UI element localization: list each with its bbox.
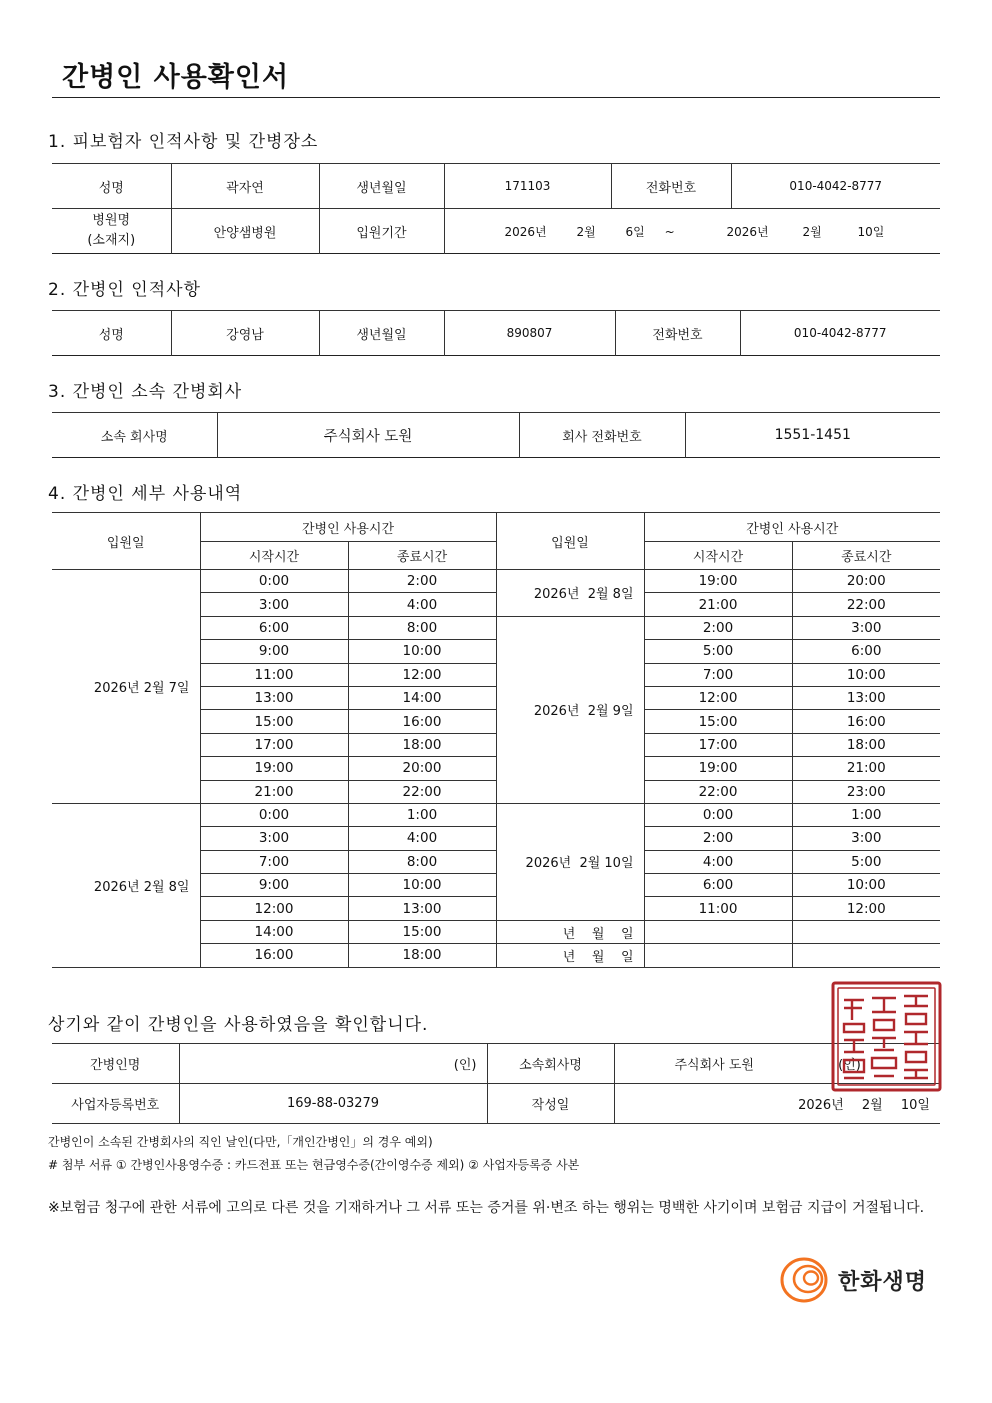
caregiver-birth: 890807 — [444, 311, 615, 356]
right-start-time: 2:00 — [644, 616, 792, 639]
right-start-time: 19:00 — [644, 757, 792, 780]
left-start-time: 12:00 — [200, 897, 348, 920]
period-start-day: 6일 — [625, 224, 645, 239]
header-usage-time: 간병인 사용시간 — [200, 513, 496, 542]
caregiver-birth-label: 생년월일 — [319, 311, 444, 356]
left-start-time: 19:00 — [200, 757, 348, 780]
period-end-day: 10일 — [857, 224, 885, 239]
hospital-name: 안양샘병원 — [171, 209, 319, 254]
left-start-time: 13:00 — [200, 686, 348, 709]
right-end-time: 13:00 — [792, 686, 940, 709]
right-start-time: 0:00 — [644, 803, 792, 826]
hospital-label — [52, 209, 171, 254]
left-end-time: 14:00 — [348, 686, 496, 709]
left-end-time: 18:00 — [348, 733, 496, 756]
right-start-time: 19:00 — [644, 570, 792, 593]
right-admission-date: 년 월 일 — [496, 920, 644, 943]
left-end-time: 22:00 — [348, 780, 496, 803]
left-start-time: 9:00 — [200, 640, 348, 663]
left-end-time: 1:00 — [348, 803, 496, 826]
header-admission-date: 입원일 — [52, 513, 200, 570]
right-start-time: 4:00 — [644, 850, 792, 873]
left-admission-date: 2026년 2월 8일 — [52, 803, 200, 967]
company-phone: 1551-1451 — [685, 413, 940, 458]
right-admission-date: 2026년 2월 10일 — [496, 803, 644, 920]
left-end-time: 16:00 — [348, 710, 496, 733]
right-start-time: 15:00 — [644, 710, 792, 733]
company-name: 주식회사 도원 — [217, 413, 519, 458]
left-end-time: 10:00 — [348, 874, 496, 897]
admission-period — [444, 209, 940, 254]
right-start-time: 7:00 — [644, 663, 792, 686]
hospital-label-main: 병원명 — [92, 213, 131, 228]
left-end-time: 8:00 — [348, 850, 496, 873]
caregiver-name-label: 성명 — [52, 311, 171, 356]
date-label: 작성일 — [487, 1084, 614, 1124]
company-seal-mark: (인) — [838, 1058, 861, 1073]
period-start-month: 2월 — [576, 224, 596, 239]
write-date-year: 2026년 — [798, 1098, 844, 1113]
left-start-time: 3:00 — [200, 827, 348, 850]
right-end-time: 3:00 — [792, 827, 940, 850]
left-end-time: 2:00 — [348, 570, 496, 593]
left-end-time: 13:00 — [348, 897, 496, 920]
insured-phone-label: 전화번호 — [611, 164, 731, 209]
caregiver-seal-mark: (인) — [179, 1044, 487, 1084]
caregiver-name-sign-label: 간병인명 — [52, 1044, 179, 1084]
note-seal: 간병인이 소속된 간병회사의 직인 날인(다만,「개인간병인」의 경우 예외) — [48, 1135, 433, 1149]
right-start-time: 6:00 — [644, 874, 792, 897]
write-date-day: 10일 — [900, 1098, 930, 1113]
left-start-time: 16:00 — [200, 944, 348, 967]
company-name-label: 소속 회사명 — [52, 413, 217, 458]
hanwha-logo-icon — [778, 1255, 834, 1305]
company-table — [52, 412, 940, 458]
right-end-time: 20:00 — [792, 570, 940, 593]
left-start-time: 7:00 — [200, 850, 348, 873]
insured-table — [52, 163, 940, 254]
right-end-time — [792, 920, 940, 943]
right-end-time — [792, 944, 940, 967]
section-1-heading: 1. 피보험자 인적사항 및 간병장소 — [48, 132, 319, 152]
right-end-time: 3:00 — [792, 616, 940, 639]
period-tilde: ~ — [664, 224, 675, 239]
left-end-time: 4:00 — [348, 593, 496, 616]
right-end-time: 10:00 — [792, 663, 940, 686]
caregiver-phone: 010-4042-8777 — [740, 311, 940, 356]
left-start-time: 15:00 — [200, 710, 348, 733]
right-end-time: 18:00 — [792, 733, 940, 756]
insured-birth-label: 생년월일 — [319, 164, 444, 209]
fraud-warning: ※보험금 청구에 관한 서류에 고의로 다른 것을 기재하거나 그 서류 또는 증거를 위·변조 하는 행위는 명백한 사기이며 보험금 지급이 거절됩니다. — [48, 1200, 925, 1216]
period-end-year: 2026년 — [726, 224, 769, 239]
left-start-time: 11:00 — [200, 663, 348, 686]
bizno-label: 사업자등록번호 — [52, 1084, 179, 1124]
left-start-time: 17:00 — [200, 733, 348, 756]
right-start-time: 5:00 — [644, 640, 792, 663]
left-start-time: 0:00 — [200, 803, 348, 826]
header-start-time: 시작시간 — [644, 542, 792, 570]
right-start-time: 22:00 — [644, 780, 792, 803]
right-start-time: 12:00 — [644, 686, 792, 709]
right-admission-date: 년 월 일 — [496, 944, 644, 967]
section-3-heading: 3. 간병인 소속 간병회사 — [48, 382, 243, 402]
right-start-time: 21:00 — [644, 593, 792, 616]
insured-birth: 171103 — [444, 164, 611, 209]
left-end-time: 18:00 — [348, 944, 496, 967]
note-attachments: # 첨부 서류 ① 간병인사용영수증 : 카드전표 또는 현금영수증(간이영수증 제외) ② 사업자등록증 사본 — [48, 1158, 580, 1172]
section-2-heading: 2. 간병인 인적사항 — [48, 280, 201, 300]
left-start-time: 9:00 — [200, 874, 348, 897]
left-start-time: 21:00 — [200, 780, 348, 803]
left-end-time: 10:00 — [348, 640, 496, 663]
left-end-time: 20:00 — [348, 757, 496, 780]
period-end-month: 2월 — [802, 224, 822, 239]
company-seal-stamp — [830, 980, 943, 1093]
usage-table — [52, 512, 940, 968]
caregiver-name: 강영남 — [171, 311, 319, 356]
sign-company-label: 소속회사명 — [487, 1044, 614, 1084]
write-date-month: 2월 — [861, 1098, 883, 1113]
right-end-time: 1:00 — [792, 803, 940, 826]
right-admission-date: 2026년 2월 9일 — [496, 616, 644, 803]
left-admission-date: 2026년 2월 7일 — [52, 570, 200, 804]
insured-name: 곽자연 — [171, 164, 319, 209]
signature-table — [52, 1043, 940, 1124]
right-end-time: 21:00 — [792, 757, 940, 780]
table-row — [52, 570, 940, 593]
right-end-time: 23:00 — [792, 780, 940, 803]
title-divider — [52, 97, 940, 98]
company-phone-label: 회사 전화번호 — [519, 413, 685, 458]
page-title: 간병인 사용확인서 — [62, 62, 290, 93]
left-end-time: 12:00 — [348, 663, 496, 686]
left-end-time: 8:00 — [348, 616, 496, 639]
left-start-time: 0:00 — [200, 570, 348, 593]
header-usage-time: 간병인 사용시간 — [644, 513, 940, 542]
right-end-time: 12:00 — [792, 897, 940, 920]
usage-header-row — [52, 513, 940, 542]
period-label: 입원기간 — [319, 209, 444, 254]
right-end-time: 16:00 — [792, 710, 940, 733]
period-start-year: 2026년 — [504, 224, 547, 239]
bizno: 169-88-03279 — [179, 1084, 487, 1124]
header-start-time: 시작시간 — [200, 542, 348, 570]
right-end-time: 10:00 — [792, 874, 940, 897]
right-start-time: 2:00 — [644, 827, 792, 850]
left-end-time: 15:00 — [348, 920, 496, 943]
left-start-time: 14:00 — [200, 920, 348, 943]
right-end-time: 6:00 — [792, 640, 940, 663]
header-end-time: 종료시간 — [348, 542, 496, 570]
left-end-time: 4:00 — [348, 827, 496, 850]
insured-phone: 010-4042-8777 — [731, 164, 940, 209]
table-row — [52, 803, 940, 826]
insured-name-label: 성명 — [52, 164, 171, 209]
right-start-time — [644, 944, 792, 967]
hanwha-logo-text: 한화생명 — [838, 1270, 928, 1295]
right-start-time: 17:00 — [644, 733, 792, 756]
hospital-label-sub: (소재지) — [87, 233, 136, 248]
sign-company-name: 주식회사 도원 — [674, 1058, 754, 1073]
right-start-time — [644, 920, 792, 943]
right-start-time: 11:00 — [644, 897, 792, 920]
caregiver-table — [52, 310, 940, 356]
right-end-time: 5:00 — [792, 850, 940, 873]
section-4-heading: 4. 간병인 세부 사용내역 — [48, 484, 243, 504]
confirm-statement: 상기와 같이 간병인을 사용하였음을 확인합니다. — [48, 1015, 429, 1035]
right-admission-date: 2026년 2월 8일 — [496, 570, 644, 617]
caregiver-phone-label: 전화번호 — [615, 311, 740, 356]
left-start-time: 6:00 — [200, 616, 348, 639]
header-end-time: 종료시간 — [792, 542, 940, 570]
header-admission-date: 입원일 — [496, 513, 644, 570]
right-end-time: 22:00 — [792, 593, 940, 616]
left-start-time: 3:00 — [200, 593, 348, 616]
